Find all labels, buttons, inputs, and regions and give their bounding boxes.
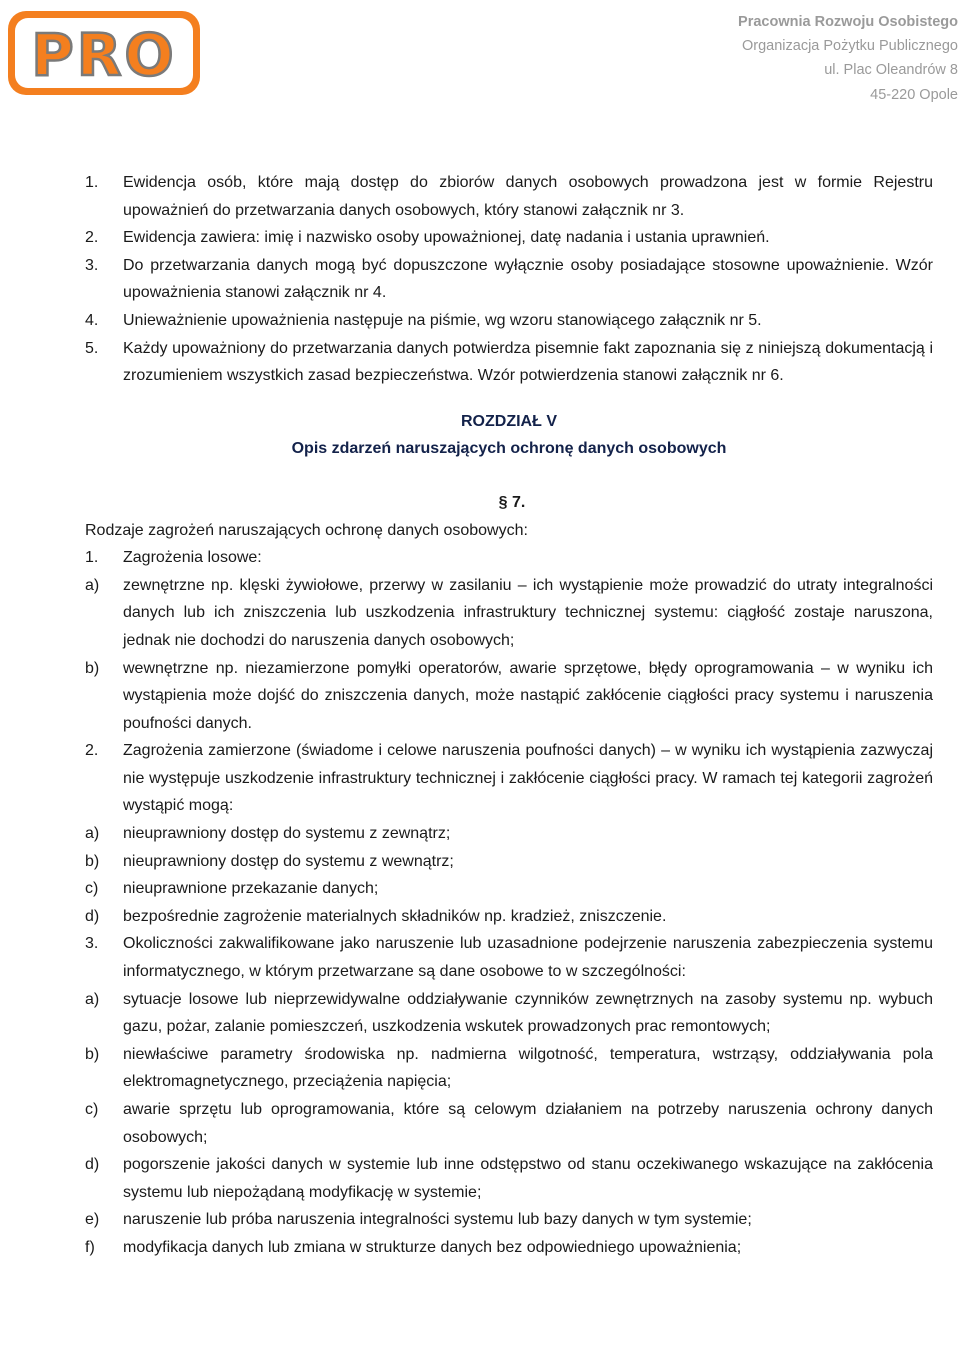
list-item [85, 252, 933, 307]
list-item [85, 1234, 933, 1262]
chapter-title: ROZDZIAŁ V [461, 412, 557, 430]
list-item [85, 986, 933, 1041]
list-item [85, 224, 933, 252]
list-text: naruszenie lub próba naruszenia integralności systemu lub bazy danych w tym systemie; [123, 1211, 752, 1229]
list-marker: c) [85, 880, 99, 898]
threats-list [85, 544, 933, 1261]
list-item [85, 1041, 933, 1096]
list-marker: d) [85, 1156, 100, 1174]
list-marker: 2. [85, 229, 99, 247]
list-marker: 1. [85, 549, 99, 567]
org-type: Organizacja Pożytku Publicznego [741, 38, 958, 55]
list-marker: 1. [85, 174, 99, 191]
list-marker: b) [85, 659, 100, 677]
pro-logo [6, 8, 202, 100]
list-text: zewnętrzne np. klęski żywiołowe, przerwy w zasilaniu – ich wystąpienie może prowadzić do utraty integralności danych lub ich zniszczenia lub uszkodzenia infrastruktury technicznej systemu: ciągłość zostaje naruszona, jednak nie dochodzi do naruszenia danych osobowych; [123, 576, 933, 649]
list-item [85, 307, 933, 335]
list-text: Zagrożenia losowe: [123, 549, 262, 567]
list-marker: 2. [85, 742, 99, 760]
list-text: Do przetwarzania danych mogą być dopuszczone wyłącznie osoby posiadające stosowne upoważnienie. Wzór upoważnienia stanowi załącznik nr 4. [123, 256, 933, 302]
section-number: § 7. [498, 493, 526, 511]
list-text: modyfikacja danych lub zmiana w strukturze danych bez odpowiedniego upoważnienia; [123, 1238, 742, 1256]
list-text: pogorszenie jakości danych w systemie lub inne odstępstwo od stanu oczekiwanego wskazujące na zakłócenia systemu lub niepożądaną modyfikację w systemie; [123, 1156, 933, 1201]
list-text: wewnętrzne np. niezamierzone pomyłki operatorów, awarie sprzętowe, błędy oprogramowania – w wyniku ich wystąpienia może dojść do zniszczenia danych, może nastąpić zakłócenie ciągłości pracy systemu i naruszenia poufności danych. [123, 659, 933, 732]
list-item [85, 544, 933, 572]
org-street: ul. Plac Oleandrów 8 [824, 62, 958, 79]
list-marker: a) [85, 825, 100, 843]
list-item [85, 875, 933, 903]
list-marker: 3. [85, 256, 99, 274]
list-item [85, 1096, 933, 1151]
list-marker: 5. [85, 339, 99, 357]
list-item [85, 737, 933, 820]
list-text: nieuprawniony dostęp do systemu z zewnątrz; [123, 825, 451, 843]
list-item [85, 848, 933, 876]
list-item [85, 1206, 933, 1234]
list-marker: b) [85, 852, 100, 870]
pro-logo-graphic [6, 8, 202, 100]
list-text: nieuprawniony dostęp do systemu z wewnątrz; [123, 852, 454, 870]
list-item [85, 820, 933, 848]
access-records-list [85, 169, 933, 390]
list-marker: 4. [85, 311, 99, 329]
list-item [85, 572, 933, 655]
list-marker: d) [85, 907, 100, 925]
org-name: Pracownia Rozwoju Osobistego [738, 14, 958, 30]
list-item [85, 655, 933, 738]
list-text: nieuprawnione przekazanie danych; [123, 880, 379, 898]
list-text: bezpośrednie zagrożenie materialnych składników np. kradzież, zniszczenie. [123, 907, 667, 925]
list-marker: a) [85, 990, 100, 1008]
list-text: Ewidencja osób, które mają dostęp do zbiorów danych osobowych prowadzona jest w formie Rejestru upoważnień do przetwarzania danych osobowych, który stanowi załącznik nr 3. [123, 174, 933, 219]
list-text: Zagrożenia zamierzone (świadome i celowe naruszenia poufności danych) – w wyniku ich wystąpienia zazwyczaj nie występuje uszkodzenie infrastruktury technicznej i zakłócenie ciągłości pracy. W ramach tej kategorii zagrożeń wystąpić mogą: [123, 742, 933, 815]
list-marker: 3. [85, 935, 99, 953]
list-text: Ewidencja zawiera: imię i nazwisko osoby upoważnionej, datę nadania i ustania uprawnień. [123, 229, 770, 247]
list-text: Każdy upoważniony do przetwarzania danych potwierdza pisemnie fakt zapoznania się z niniejszą dokumentacją i zrozumieniem wszystkich zasad bezpieczeństwa. Wzór potwierdzenia stanowi załącznik nr 6. [123, 339, 933, 385]
list-marker: f) [85, 1238, 95, 1256]
list-marker: b) [85, 1045, 100, 1063]
list-text: niewłaściwe parametry środowiska np. nadmierna wilgotność, temperatura, wstrząsy, oddziaływania pola elektromagnetycznego, przeciążenia napięcia; [123, 1045, 933, 1091]
list-text: sytuacje losowe lub nieprzewidywalne oddziaływanie czynników zewnętrznych na zasoby systemu np. wybuch gazu, pożar, zalanie pomieszczeń, uszkodzenia wskutek prowadzonych prac remontowych; [123, 990, 933, 1036]
list-item [85, 1151, 933, 1206]
list-text: Unieważnienie upoważnienia następuje na piśmie, wg wzoru stanowiącego załącznik nr 5. [123, 311, 762, 329]
list-item [85, 903, 933, 931]
list-marker: e) [85, 1211, 100, 1229]
section-intro: Rodzaje zagrożeń naruszających ochronę danych osobowych: [85, 521, 528, 539]
list-item [85, 169, 933, 224]
list-marker: a) [85, 576, 100, 594]
document-body [85, 169, 933, 1262]
list-item [85, 335, 933, 390]
list-marker: c) [85, 1101, 99, 1118]
logo-text: PRO [31, 21, 177, 89]
organization-info [738, 10, 958, 107]
list-text: Okoliczności zakwalifikowane jako naruszenie lub uzasadnione podejrzenie naruszenia zabezpieczenia systemu informatycznego, w którym przetwarzane są dane osobowe to w szczególności: [123, 935, 933, 981]
list-item [85, 930, 933, 985]
chapter-subtitle: Opis zdarzeń naruszających ochronę danych osobowych [291, 440, 727, 458]
org-city: 45-220 Opole [870, 86, 958, 103]
list-text: awarie sprzętu lub oprogramowania, które są celowym działaniem na potrzeby naruszenia ochrony danych osobowych; [123, 1101, 933, 1146]
